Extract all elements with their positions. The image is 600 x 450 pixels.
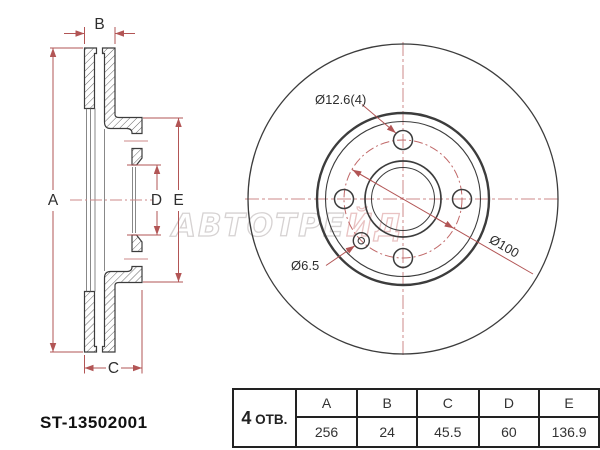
table-header-a: A [296, 389, 358, 417]
leader-lines [326, 105, 396, 266]
table-value-c: 45.5 [417, 417, 479, 447]
holes-suffix: ОТВ. [251, 411, 288, 427]
part-number: ST-13502001 [40, 413, 148, 432]
spec-table [232, 388, 600, 448]
watermark-red-part: ЙД [346, 208, 404, 244]
inboard-plate-hat-bottom [103, 267, 143, 353]
dim-label-b: B [94, 16, 105, 33]
table-header-d: D [479, 389, 540, 417]
table-value-e: 136.9 [539, 417, 599, 447]
set-screw-diameter-label: Ø6.5 [291, 258, 320, 273]
table-header-b: B [357, 389, 417, 417]
dim-label-a: A [47, 192, 59, 209]
section-dimension-labels [48, 16, 184, 377]
cross-section-view [48, 16, 184, 377]
hat-face-upper-bottom [132, 235, 142, 252]
outboard-plate-top [85, 48, 97, 109]
bolt-hole-leader [362, 105, 396, 134]
pcd-dimension [352, 170, 533, 275]
table-value-a: 256 [296, 417, 358, 447]
table-header-e: E [539, 389, 599, 417]
outboard-plate-bottom [85, 292, 97, 353]
dim-label-d: D [150, 192, 163, 209]
hat-face-lower-top [132, 149, 142, 166]
watermark-gray-part: АВТОТРЕ [172, 208, 347, 244]
holes-count: 4 [241, 407, 252, 428]
table-value-d: 60 [479, 417, 540, 447]
inboard-plate-hat-top [103, 48, 143, 134]
dim-label-c: C [107, 360, 120, 377]
holes-count-cell [233, 389, 296, 447]
pcd-diameter-label: Ø100 [486, 231, 522, 261]
front-view [245, 42, 561, 356]
table-header-c: C [417, 389, 479, 417]
table-value-b: 24 [357, 417, 417, 447]
bolt-hole-diameter-label: Ø12.6(4) [315, 92, 367, 107]
dim-label-e: E [173, 192, 184, 209]
